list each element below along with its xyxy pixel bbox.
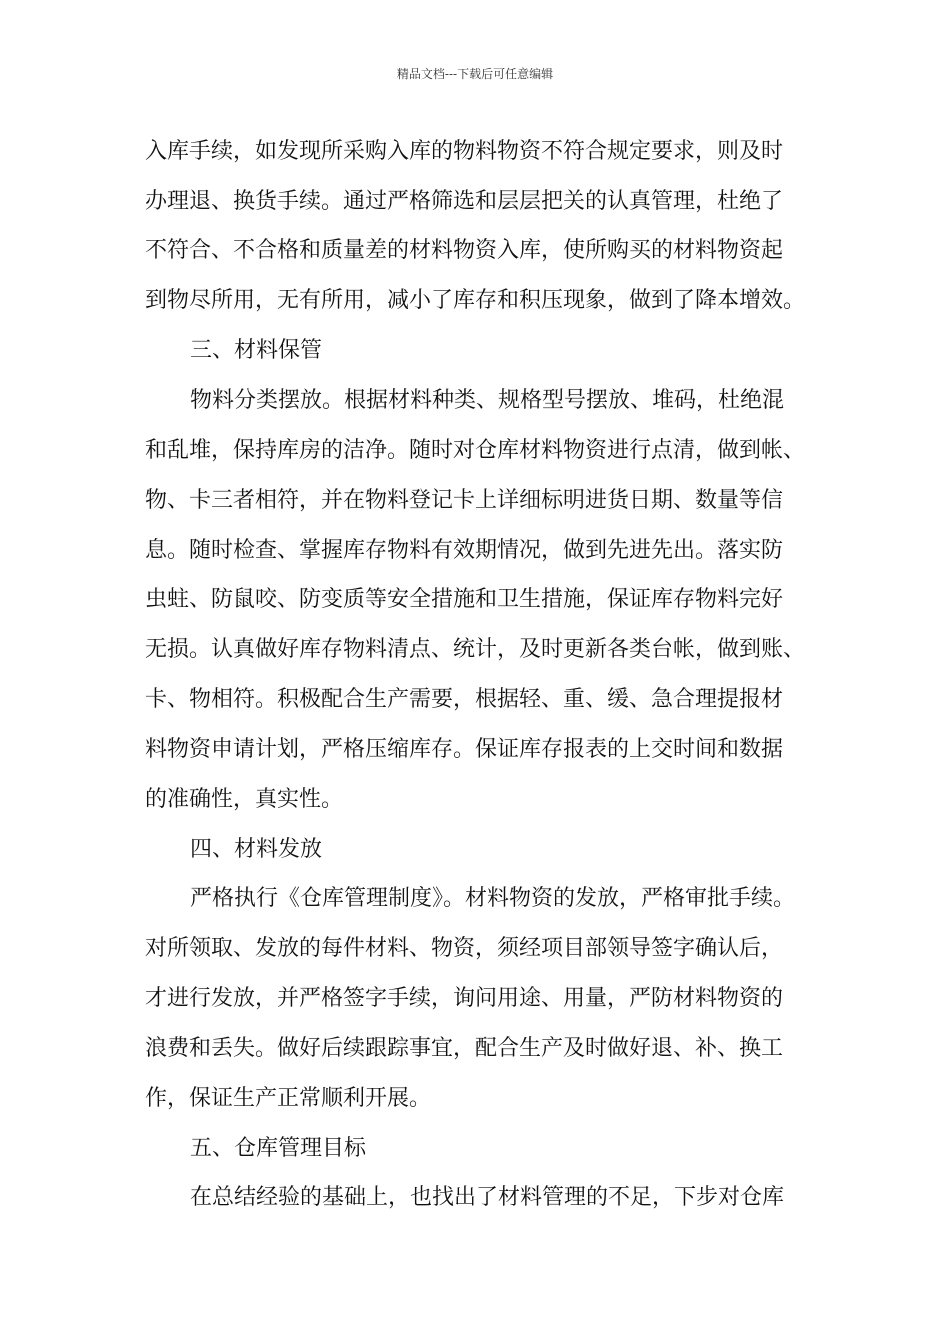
body-line: 无损。认真做好库存物料清点、统计，及时更新各类台帐，做到账、 [145, 637, 806, 662]
section-heading: 三、材料保管 [190, 338, 323, 363]
body-line: 卡、物相符。积极配合生产需要，根据轻、重、缓、急合理提报材 [145, 687, 784, 712]
section-heading: 五、仓库管理目标 [190, 1136, 367, 1161]
body-line: 浪费和丢失。做好后续跟踪事宜，配合生产及时做好退、补、换工 [145, 1036, 784, 1061]
body-line: 不符合、不合格和质量差的材料物资入库，使所购买的材料物资起 [145, 238, 784, 263]
body-line: 息。随时检查、掌握库存物料有效期情况，做到先进先出。落实防 [145, 538, 784, 563]
body-line: 入库手续，如发现所采购入库的物料物资不符合规定要求，则及时 [145, 139, 784, 164]
body-line: 料物资申请计划，严格压缩库存。保证库存报表的上交时间和数据 [145, 737, 784, 762]
body-line: 的准确性，真实性。 [145, 787, 344, 812]
body-line: 在总结经验的基础上，也找出了材料管理的不足，下步对仓库 [190, 1185, 785, 1210]
page-header: 精品文档---下载后可任意编辑 [396, 67, 554, 81]
body-line: 严格执行《仓库管理制度》。材料物资的发放，严格审批手续。 [190, 886, 796, 911]
section-heading: 四、材料发放 [190, 837, 323, 862]
body-line: 办理退、换货手续。通过严格筛选和层层把关的认真管理，杜绝了 [145, 189, 784, 214]
body-line: 物、卡三者相符，并在物料登记卡上详细标明进货日期、数量等信 [145, 488, 784, 513]
body-line: 虫蛀、防鼠咬、防变质等安全措施和卫生措施，保证库存物料完好 [145, 587, 784, 612]
body-line: 对所领取、发放的每件材料、物资，须经项目部领导签字确认后， [145, 936, 784, 961]
body-line: 物料分类摆放。根据材料种类、规格型号摆放、堆码，杜绝混 [190, 388, 785, 413]
body-line: 作，保证生产正常顺利开展。 [145, 1086, 432, 1111]
body-line: 到物尽所用，无有所用，减小了库存和积压现象，做到了降本增效。 [145, 288, 806, 313]
body-line: 才进行发放，并严格签字手续，询问用途、用量，严防材料物资的 [145, 986, 784, 1011]
body-line: 和乱堆，保持库房的洁净。随时对仓库材料物资进行点清，做到帐、 [145, 438, 806, 463]
